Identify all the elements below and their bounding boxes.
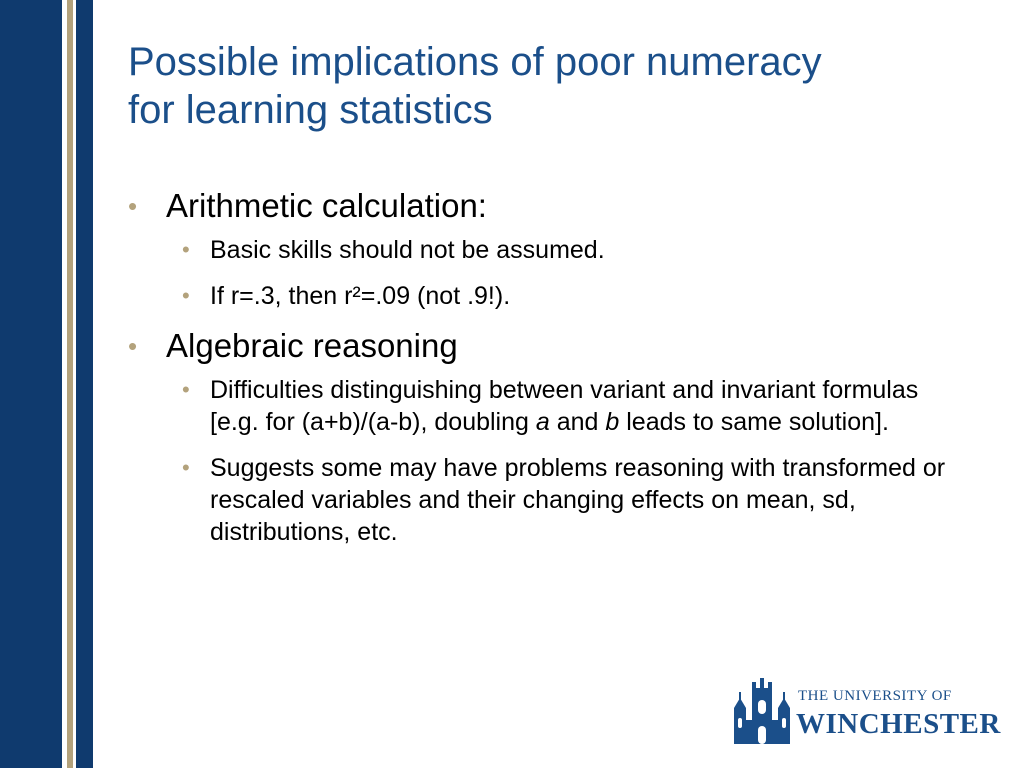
bullet-text: Arithmetic calculation: <box>166 187 487 224</box>
slide-title-line1: Possible implications of poor numeracy <box>128 40 822 84</box>
sub-bullet-text-part2: and <box>549 408 606 436</box>
bullet-dot-icon: • <box>182 237 190 262</box>
sidebar-navy-thin-band <box>76 0 93 768</box>
bullet-arithmetic <box>128 186 968 226</box>
sub-bullet-text: Basic skills should not be assumed. <box>210 236 605 264</box>
university-logo <box>732 674 1002 746</box>
bullet-algebraic <box>128 326 968 366</box>
bullet-dot-icon: • <box>182 283 190 308</box>
bullet-dot-icon: • <box>182 455 190 480</box>
sub-bullet-text-part1: Difficulties distinguishing between variant and invariant formulas [e.g. for (a+b)/(a-b), doubling <box>210 376 919 436</box>
sub-bullet-variant-formulas <box>172 374 968 438</box>
sub-bullet-r-squared <box>172 280 968 312</box>
cathedral-icon <box>732 674 792 746</box>
sub-bullet-basic-skills <box>172 234 968 266</box>
bullet-text: Algebraic reasoning <box>166 327 458 364</box>
logo-text-line2: WINCHESTER <box>796 708 1001 740</box>
variable-a: a <box>535 408 550 436</box>
sub-bullet-transformed-variables <box>172 452 968 548</box>
variable-b: b <box>605 408 620 436</box>
sidebar-navy-band <box>0 0 62 768</box>
bullet-list <box>128 186 968 562</box>
sub-bullet-text: Suggests some may have problems reasoning with transformed or rescaled variables and their changing effects on mean, sd, distributions, etc. <box>210 454 946 546</box>
slide-title <box>128 38 988 134</box>
logo-text-line1: THE UNIVERSITY OF <box>798 688 952 704</box>
sub-bullet-text-part3: leads to same solution]. <box>619 408 889 436</box>
sub-bullet-text: If r=.3, then r²=.09 (not .9!). <box>210 282 511 310</box>
bullet-dot-icon: • <box>128 331 138 361</box>
slide-title-line2: for learning statistics <box>128 88 493 132</box>
bullet-dot-icon: • <box>128 191 138 221</box>
bullet-dot-icon: • <box>182 377 190 402</box>
